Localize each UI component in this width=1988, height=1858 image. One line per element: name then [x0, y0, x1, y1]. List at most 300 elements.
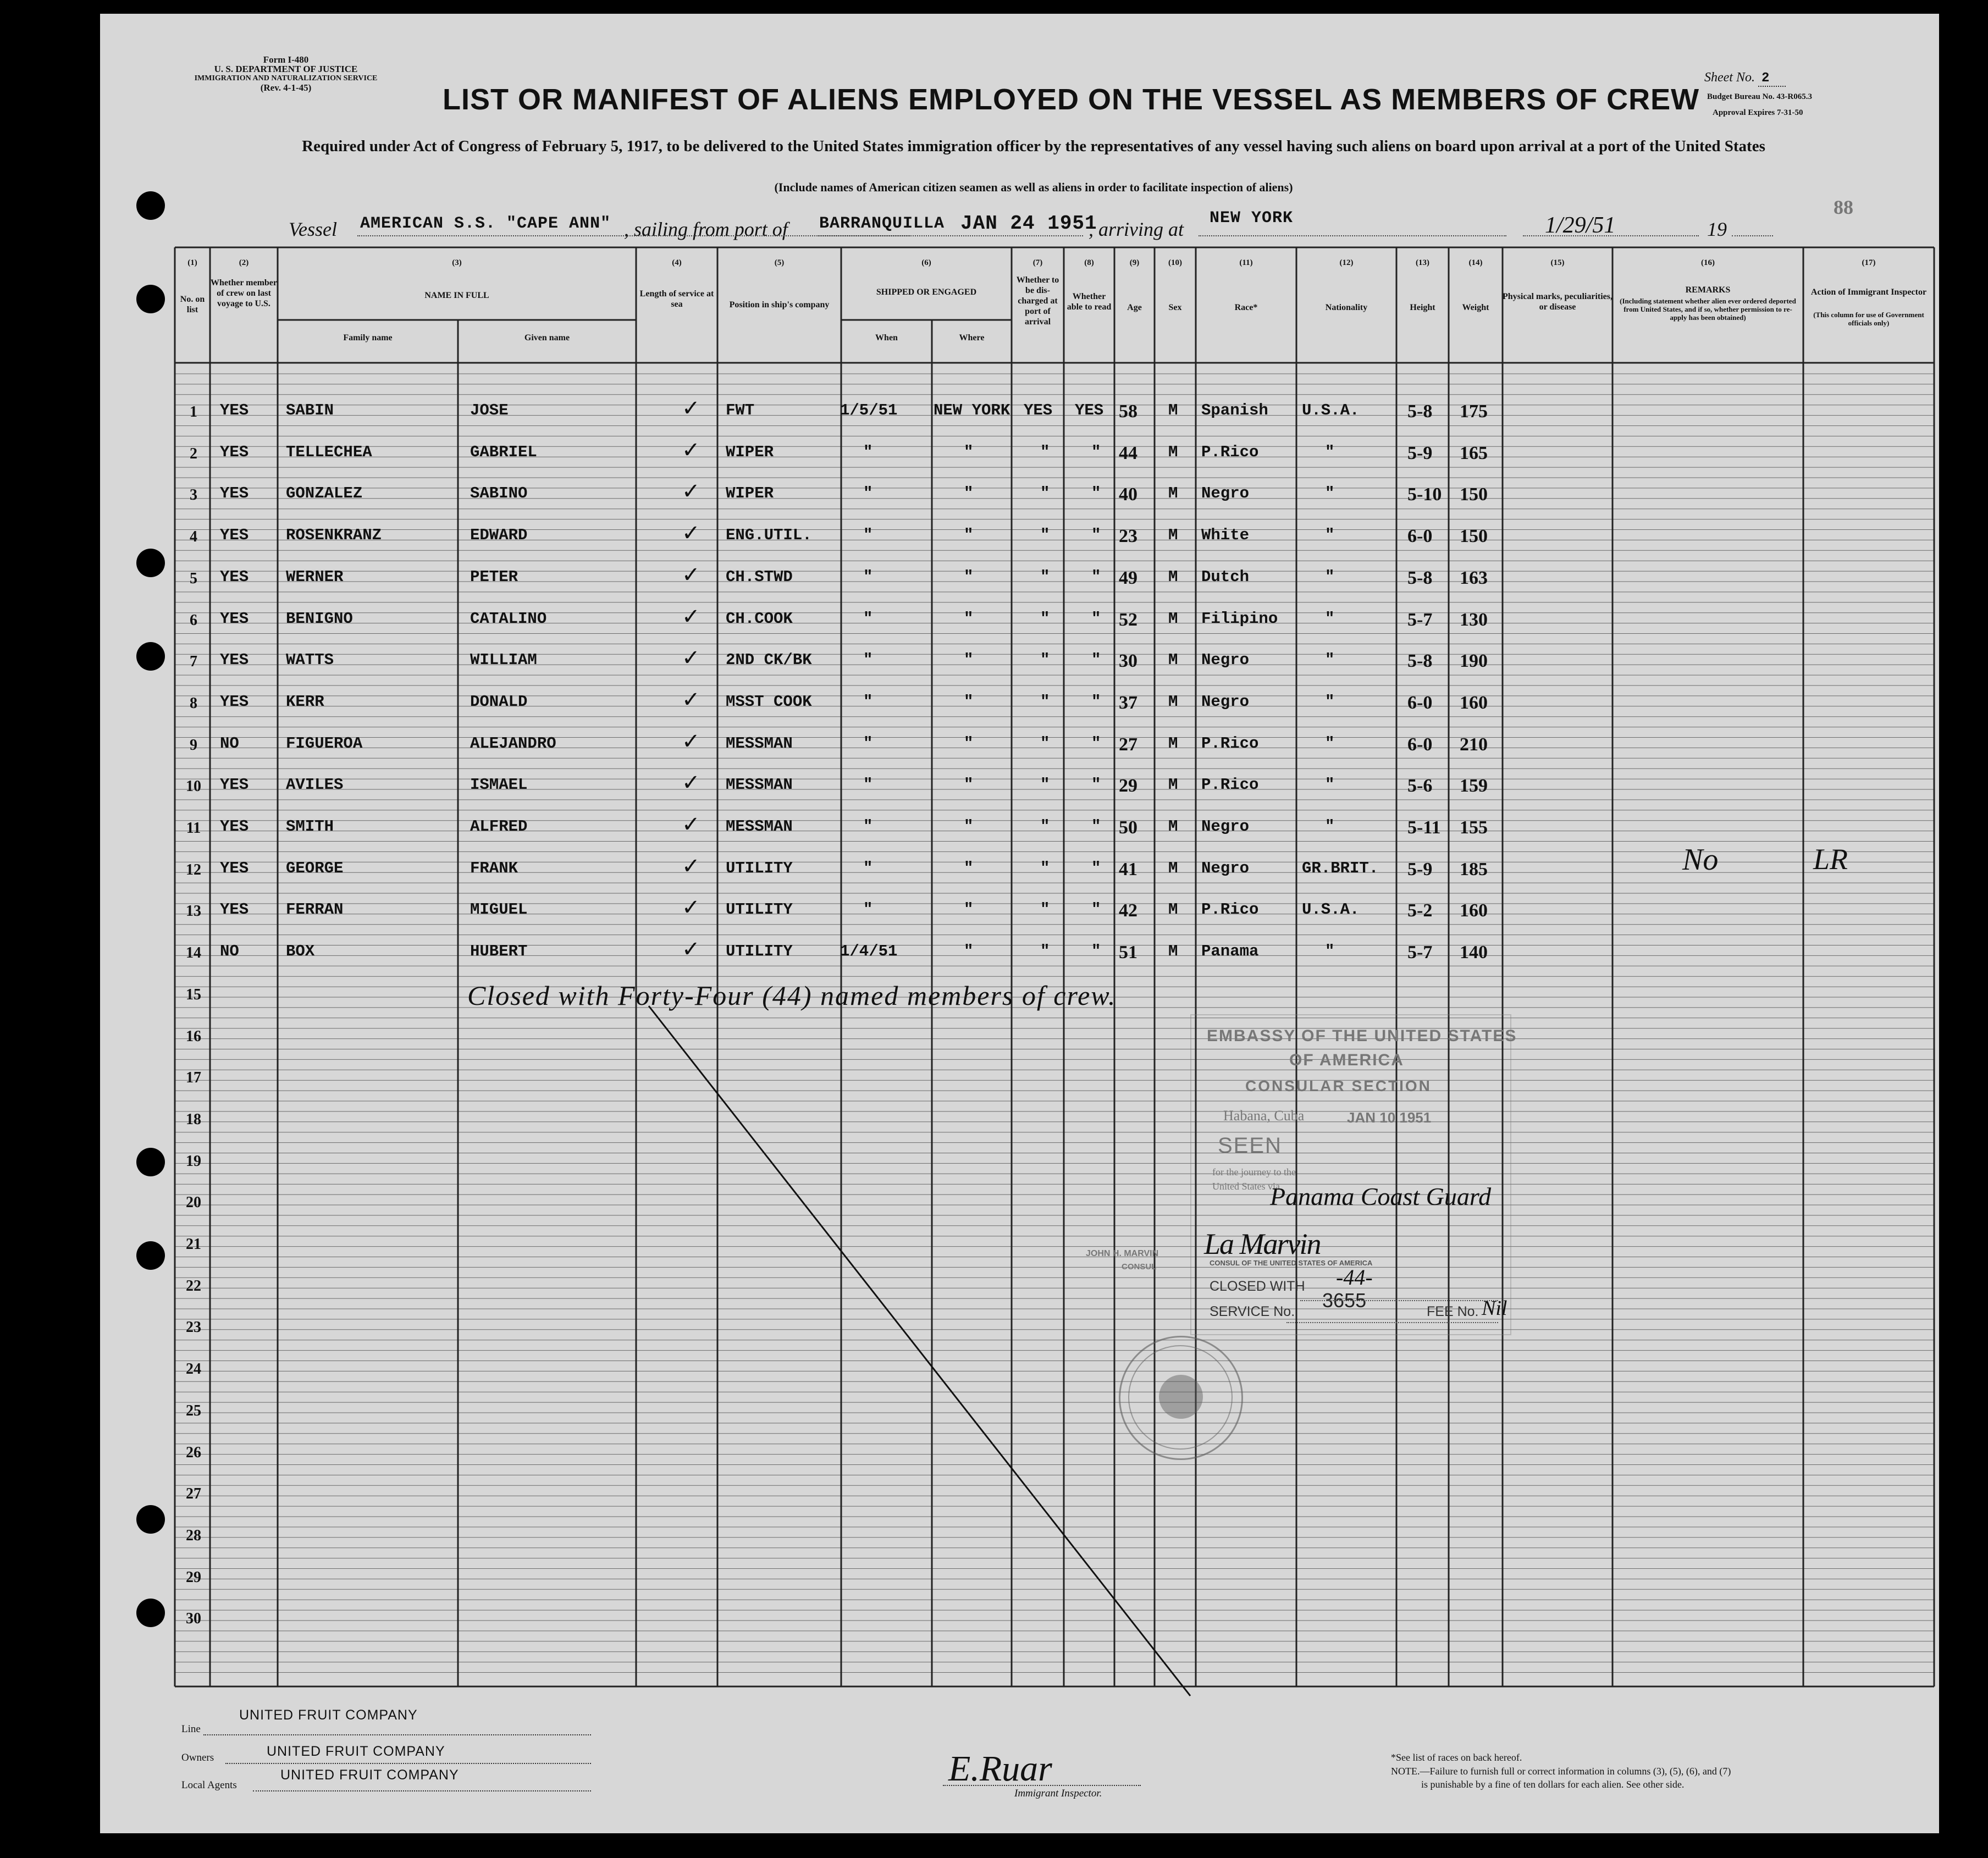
row-number: 17	[186, 1069, 201, 1087]
age: 42	[1119, 900, 1137, 921]
able-to-read: "	[1091, 776, 1101, 794]
col12-header: Nationality	[1325, 303, 1368, 312]
sheet-number: 2	[1758, 71, 1786, 87]
position: UTILITY	[726, 900, 793, 919]
age: 58	[1119, 401, 1137, 422]
service-name: IMMIGRATION AND NATURALIZATION SERVICE	[194, 74, 378, 82]
given-name: ALEJANDRO	[470, 734, 556, 753]
stamp-embassy: EMBASSY OF THE UNITED STATES	[1207, 1027, 1517, 1045]
row-number: 27	[186, 1485, 201, 1503]
departure-port: BARRANQUILLA	[819, 214, 945, 233]
row-number: 30	[186, 1610, 201, 1628]
row-number: 5	[190, 569, 197, 587]
col16-header: REMARKS	[1685, 285, 1731, 295]
form-revision: (Rev. 4-1-45)	[260, 82, 312, 93]
crew-last-voyage: YES	[220, 859, 249, 877]
row-number: 12	[186, 861, 201, 878]
row-number: 22	[186, 1277, 201, 1295]
crew-last-voyage: YES	[220, 900, 249, 919]
service-check: ✓	[682, 604, 700, 629]
row-number: 29	[186, 1568, 201, 1586]
row-number: 21	[186, 1236, 201, 1253]
able-to-read: "	[1091, 734, 1101, 753]
col10-header: Sex	[1168, 303, 1182, 312]
shipped-when: "	[863, 900, 873, 919]
col2-header: Whether member of crew on last voyage to U.S.	[211, 278, 277, 308]
crew-last-voyage: YES	[220, 817, 249, 836]
race: Negro	[1201, 817, 1250, 836]
col5-number: (5)	[774, 258, 785, 267]
shipped-where: "	[964, 443, 974, 461]
col5-header: Position in ship's company	[729, 300, 830, 309]
position: CH.COOK	[726, 609, 793, 628]
row-number: 1	[190, 403, 197, 421]
row-number: 4	[190, 528, 197, 546]
age: 49	[1119, 567, 1137, 588]
shipped-where: "	[964, 776, 974, 794]
given-name: CATALINO	[470, 609, 547, 628]
crew-last-voyage: YES	[220, 484, 249, 503]
given-name: HUBERT	[470, 942, 528, 961]
weight: 140	[1460, 942, 1488, 963]
col16-subheader: (Including statement whether alien ever ordered deported from United States, and if so, whether permission to re-apply has been obtained)	[1620, 297, 1796, 322]
position: WIPER	[726, 484, 774, 503]
row-number: 2	[190, 445, 197, 462]
position: MSST COOK	[726, 692, 812, 711]
height: 5-8	[1407, 651, 1433, 672]
col11-number: (11)	[1239, 258, 1253, 267]
family-name: WATTS	[286, 651, 334, 670]
owners-label: Owners	[181, 1752, 214, 1763]
row-number: 9	[190, 736, 197, 754]
position: MESSMAN	[726, 817, 793, 836]
sex: M	[1168, 692, 1178, 711]
vessel-label: Vessel	[289, 218, 337, 240]
sex: M	[1168, 401, 1178, 419]
service-check: ✓	[682, 437, 700, 463]
nationality: "	[1325, 776, 1335, 794]
family-name: TELLECHEA	[286, 443, 372, 461]
service-check: ✓	[682, 521, 700, 546]
col4-number: (4)	[672, 258, 682, 267]
sheet-label: Sheet No.	[1704, 70, 1755, 85]
service-check: ✓	[682, 645, 700, 671]
crew-last-voyage: NO	[220, 942, 239, 961]
service-check: ✓	[682, 812, 700, 837]
weight: 163	[1460, 567, 1488, 588]
discharge: "	[1040, 942, 1050, 961]
nationality: U.S.A.	[1302, 401, 1360, 419]
race: P.Rico	[1201, 734, 1259, 753]
shipped-when-header: When	[875, 333, 898, 342]
line-label: Line	[181, 1723, 201, 1735]
weight: 160	[1460, 900, 1488, 921]
sailing-label: , sailing from port of	[624, 218, 788, 240]
consular-seal	[1119, 1336, 1243, 1460]
height: 5-7	[1407, 942, 1433, 963]
discharge: YES	[1024, 401, 1053, 419]
crew-last-voyage: YES	[220, 609, 249, 628]
row-number: 15	[186, 986, 201, 1003]
arriving-label: , arriving at	[1089, 218, 1184, 240]
shipped-when: "	[863, 567, 873, 586]
crew-last-voyage: YES	[220, 526, 249, 545]
height: 5-8	[1407, 567, 1433, 588]
race: Dutch	[1201, 567, 1250, 586]
eagle-emblem-icon	[1159, 1375, 1203, 1419]
able-to-read: "	[1091, 651, 1101, 670]
document-instructions: (Include names of American citizen seamen as well as aliens in order to facilitate inspection of aliens)	[774, 180, 1293, 194]
age: 29	[1119, 776, 1137, 797]
shipped-where: "	[964, 609, 974, 628]
able-to-read: "	[1091, 484, 1101, 503]
shipped-where: "	[964, 526, 974, 545]
service-check: ✓	[682, 853, 700, 879]
nationality: "	[1325, 651, 1335, 670]
position: CH.STWD	[726, 567, 793, 586]
given-name: ALFRED	[470, 817, 528, 836]
able-to-read: "	[1091, 443, 1101, 461]
remarks-row12-handwritten: No	[1682, 843, 1719, 877]
height: 6-0	[1407, 526, 1433, 547]
col12-number: (12)	[1339, 258, 1354, 267]
stamp-consular-section: CONSULAR SECTION	[1245, 1077, 1432, 1094]
nationality: "	[1325, 609, 1335, 628]
action-row12-handwritten: LR	[1813, 843, 1848, 876]
discharge: "	[1040, 859, 1050, 877]
row-number: 23	[186, 1319, 201, 1336]
race: Negro	[1201, 651, 1250, 670]
nationality: "	[1325, 734, 1335, 753]
weight: 165	[1460, 443, 1488, 463]
col3-number: (3)	[452, 258, 462, 267]
given-name: JOSE	[470, 401, 509, 419]
able-to-read: "	[1091, 942, 1101, 961]
sex: M	[1168, 942, 1178, 961]
service-check: ✓	[682, 728, 700, 754]
row-number: 10	[186, 778, 201, 795]
col10-number: (10)	[1168, 258, 1182, 267]
able-to-read: "	[1091, 526, 1101, 545]
sex: M	[1168, 776, 1178, 794]
sex: M	[1168, 817, 1178, 836]
discharge: "	[1040, 776, 1050, 794]
stamp-for-journey: for the journey to the	[1212, 1166, 1296, 1177]
able-to-read: "	[1091, 859, 1101, 877]
col7-header: Whether to be dis-charged at port of arrival	[1016, 275, 1059, 327]
col3-header: NAME IN FULL	[424, 291, 489, 300]
height: 5-11	[1407, 817, 1441, 838]
fine-note: NOTE.—Failure to furnish full or correct information in columns (3), (5), (6), and (7)	[1391, 1766, 1731, 1777]
height: 5-10	[1407, 484, 1442, 505]
col15-header: Physical marks, peculiarities, or disease	[1503, 292, 1613, 312]
crew-last-voyage: YES	[220, 401, 249, 419]
service-check: ✓	[682, 937, 700, 963]
shipped-when: 1/4/51	[840, 942, 898, 961]
shipped-where: "	[964, 859, 974, 877]
given-name: DONALD	[470, 692, 528, 711]
race: Panama	[1201, 942, 1259, 961]
given-name: WILLIAM	[470, 651, 537, 670]
agents-value: UNITED FRUIT COMPANY	[280, 1767, 459, 1783]
family-name: FIGUEROA	[286, 734, 363, 753]
age: 37	[1119, 692, 1137, 713]
shipped-when: "	[863, 776, 873, 794]
family-name: ROSENKRANZ	[286, 526, 382, 545]
shipped-where: NEW YORK	[934, 401, 1010, 419]
owners-value: UNITED FRUIT COMPANY	[267, 1744, 445, 1759]
service-check: ✓	[682, 895, 700, 921]
col17-header: Action of Immigrant Inspector	[1810, 287, 1927, 297]
col11-header: Race*	[1234, 303, 1258, 312]
position: MESSMAN	[726, 776, 793, 794]
height: 6-0	[1407, 734, 1433, 755]
col6-number: (6)	[921, 258, 931, 267]
discharge: "	[1040, 526, 1050, 545]
sex: M	[1168, 859, 1178, 877]
sex: M	[1168, 900, 1178, 919]
shipped-when: "	[863, 817, 873, 836]
row-number: 28	[186, 1527, 201, 1544]
col13-number: (13)	[1416, 258, 1429, 267]
row-number: 7	[190, 653, 197, 671]
given-name: SABINO	[470, 484, 528, 503]
col14-number: (14)	[1468, 258, 1483, 267]
height: 5-7	[1407, 609, 1433, 630]
weight: 190	[1460, 651, 1488, 672]
weight: 160	[1460, 692, 1488, 713]
height: 5-2	[1407, 900, 1433, 921]
row-number: 20	[186, 1194, 201, 1212]
nationality: GR.BRIT.	[1302, 859, 1379, 877]
stamp-consul-title: CONSUL	[1122, 1262, 1157, 1271]
race: Negro	[1201, 484, 1250, 503]
closing-note-handwritten: Closed with Forty-Four (44) named members of crew.	[467, 980, 1117, 1011]
crew-last-voyage: NO	[220, 734, 239, 753]
discharge: "	[1040, 484, 1050, 503]
able-to-read: "	[1091, 817, 1101, 836]
shipped-where: "	[964, 484, 974, 503]
col9-header: Age	[1127, 303, 1142, 312]
service-check: ✓	[682, 770, 700, 796]
race: Spanish	[1201, 401, 1268, 419]
position: 2ND CK/BK	[726, 651, 812, 670]
document-subtitle: Required under Act of Congress of February 5, 1917, to be delivered to the United States immigration officer by the representatives of any vessel having such aliens on board upon arrival at a port of the United States	[302, 137, 1765, 155]
service-check: ✓	[682, 562, 700, 588]
discharge: "	[1040, 443, 1050, 461]
sex: M	[1168, 443, 1178, 461]
able-to-read: "	[1091, 567, 1101, 586]
discharge: "	[1040, 651, 1050, 670]
shipped-where: "	[964, 651, 974, 670]
row-number: 14	[186, 944, 201, 962]
shipped-where-header: Where	[959, 333, 985, 342]
document-title: LIST OR MANIFEST OF ALIENS EMPLOYED ON THE VESSEL AS MEMBERS OF CREW	[443, 83, 1700, 116]
race: P.Rico	[1201, 443, 1259, 461]
stamp-closed-value: -44-	[1336, 1265, 1373, 1290]
nationality: "	[1325, 692, 1335, 711]
age: 51	[1119, 942, 1137, 963]
race: Filipino	[1201, 609, 1278, 628]
able-to-read: "	[1091, 692, 1101, 711]
given-name: PETER	[470, 567, 518, 586]
crew-last-voyage: YES	[220, 776, 249, 794]
agents-label: Local Agents	[181, 1779, 237, 1791]
shipped-when: "	[863, 651, 873, 670]
weight: 210	[1460, 734, 1488, 755]
shipped-where: "	[964, 817, 974, 836]
discharge: "	[1040, 692, 1050, 711]
stamp-consul-name: JOHN H. MARVIN	[1086, 1249, 1159, 1258]
position: FWT	[726, 401, 755, 419]
age: 41	[1119, 859, 1137, 880]
row-number: 11	[186, 820, 201, 837]
row-number: 25	[186, 1402, 201, 1419]
shipped-when: "	[863, 859, 873, 877]
shipped-when: "	[863, 526, 873, 545]
row-number: 26	[186, 1444, 201, 1461]
discharge: "	[1040, 817, 1050, 836]
family-name: BOX	[286, 942, 315, 961]
stamp-service-number: 3655	[1322, 1289, 1367, 1312]
age: 50	[1119, 817, 1137, 838]
nationality: "	[1325, 942, 1335, 961]
col6-header: SHIPPED OR ENGAGED	[876, 287, 977, 297]
discharge: "	[1040, 567, 1050, 586]
row-number: 8	[190, 694, 197, 712]
shipped-where: "	[964, 692, 974, 711]
shipped-where: "	[964, 942, 974, 961]
sex: M	[1168, 651, 1178, 670]
row-number: 16	[186, 1027, 201, 1045]
shipped-when: "	[863, 692, 873, 711]
line-value: UNITED FRUIT COMPANY	[239, 1707, 418, 1723]
height: 5-8	[1407, 401, 1433, 422]
family-name: SMITH	[286, 817, 334, 836]
weight: 159	[1460, 776, 1488, 797]
crew-last-voyage: YES	[220, 651, 249, 670]
height: 5-9	[1407, 859, 1433, 880]
stamp-seen: SEEN	[1218, 1133, 1282, 1158]
arrival-date: 1/29/51	[1545, 213, 1616, 238]
stamp-fee-value: Nil	[1482, 1297, 1507, 1320]
able-to-read: "	[1091, 609, 1101, 628]
race: Negro	[1201, 859, 1250, 877]
sex: M	[1168, 734, 1178, 753]
position: UTILITY	[726, 859, 793, 877]
row-number: 6	[190, 611, 197, 629]
crew-last-voyage: YES	[220, 567, 249, 586]
discharge: "	[1040, 609, 1050, 628]
given-name: ISMAEL	[470, 776, 528, 794]
crew-last-voyage: YES	[220, 443, 249, 461]
col4-header: Length of service at sea	[639, 289, 714, 309]
position: ENG.UTIL.	[726, 526, 812, 545]
service-check: ✓	[682, 479, 700, 505]
sex: M	[1168, 567, 1178, 586]
row-number: 19	[186, 1152, 201, 1170]
age: 44	[1119, 443, 1137, 463]
family-name: FERRAN	[286, 900, 344, 919]
nationality: "	[1325, 526, 1335, 545]
sex: M	[1168, 484, 1178, 503]
stamp-fee-label: FEE No.	[1427, 1304, 1479, 1319]
nationality: "	[1325, 484, 1335, 503]
col7-number: (7)	[1032, 258, 1043, 267]
year-label: 19	[1707, 218, 1727, 240]
service-check: ✓	[682, 396, 700, 421]
height: 6-0	[1407, 692, 1433, 713]
weight: 130	[1460, 609, 1488, 630]
weight: 150	[1460, 484, 1488, 505]
discharge: "	[1040, 900, 1050, 919]
weight: 175	[1460, 401, 1488, 422]
col8-number: (8)	[1084, 258, 1094, 267]
family-name: WERNER	[286, 567, 344, 586]
discharge: "	[1040, 734, 1050, 753]
inspector-label: Immigrant Inspector.	[1014, 1788, 1102, 1799]
stamp-date: JAN 10 1951	[1347, 1109, 1432, 1126]
given-name: GABRIEL	[470, 443, 537, 461]
family-name-header: Family name	[343, 333, 393, 342]
col16-number: (16)	[1701, 258, 1715, 267]
stamp-united-states: United States via	[1212, 1181, 1280, 1192]
col14-header: Weight	[1462, 303, 1489, 312]
given-name: EDWARD	[470, 526, 528, 545]
shipped-when: "	[863, 609, 873, 628]
age: 52	[1119, 609, 1137, 630]
vessel-name: AMERICAN S.S. "CAPE ANN"	[360, 214, 611, 233]
col2-number: (2)	[239, 258, 249, 267]
family-name: BENIGNO	[286, 609, 353, 628]
race: P.Rico	[1201, 776, 1259, 794]
fine-note-continued: is punishable by a fine of ten dollars for each alien. See other side.	[1421, 1779, 1685, 1790]
inspector-signature: E.Ruar	[948, 1749, 1052, 1789]
given-name-header: Given name	[524, 333, 570, 342]
age: 40	[1119, 484, 1137, 505]
family-name: AVILES	[286, 776, 344, 794]
approval-expires: Approval Expires 7-31-50	[1713, 108, 1803, 117]
arrival-port: NEW YORK	[1210, 209, 1294, 228]
age: 23	[1119, 526, 1137, 547]
row-number: 3	[190, 486, 197, 504]
service-check: ✓	[682, 687, 700, 712]
race: P.Rico	[1201, 900, 1259, 919]
race: White	[1201, 526, 1250, 545]
shipped-when: "	[863, 484, 873, 503]
position: MESSMAN	[726, 734, 793, 753]
shipped-where: "	[964, 900, 974, 919]
weight: 150	[1460, 526, 1488, 547]
shipped-where: "	[964, 734, 974, 753]
stamp-consul-of: CONSUL OF THE UNITED STATES OF AMERICA	[1210, 1259, 1373, 1267]
nationality: U.S.A.	[1302, 900, 1360, 919]
stamp-habana: Habana, Cuba	[1223, 1108, 1305, 1124]
stamp-via-handwritten: Panama Coast Guard	[1270, 1182, 1492, 1210]
age: 30	[1119, 651, 1137, 672]
col15-number: (15)	[1550, 258, 1565, 267]
row-number: 24	[186, 1361, 201, 1378]
height: 5-9	[1407, 443, 1433, 463]
races-note: *See list of races on back hereof.	[1391, 1752, 1522, 1763]
row-number: 13	[186, 903, 201, 920]
position: UTILITY	[726, 942, 793, 961]
nationality: "	[1325, 443, 1335, 461]
given-name: MIGUEL	[470, 900, 528, 919]
col17-subheader: (This column for use of Government officials only)	[1813, 311, 1924, 327]
able-to-read: "	[1091, 900, 1101, 919]
col17-number: (17)	[1862, 258, 1876, 267]
